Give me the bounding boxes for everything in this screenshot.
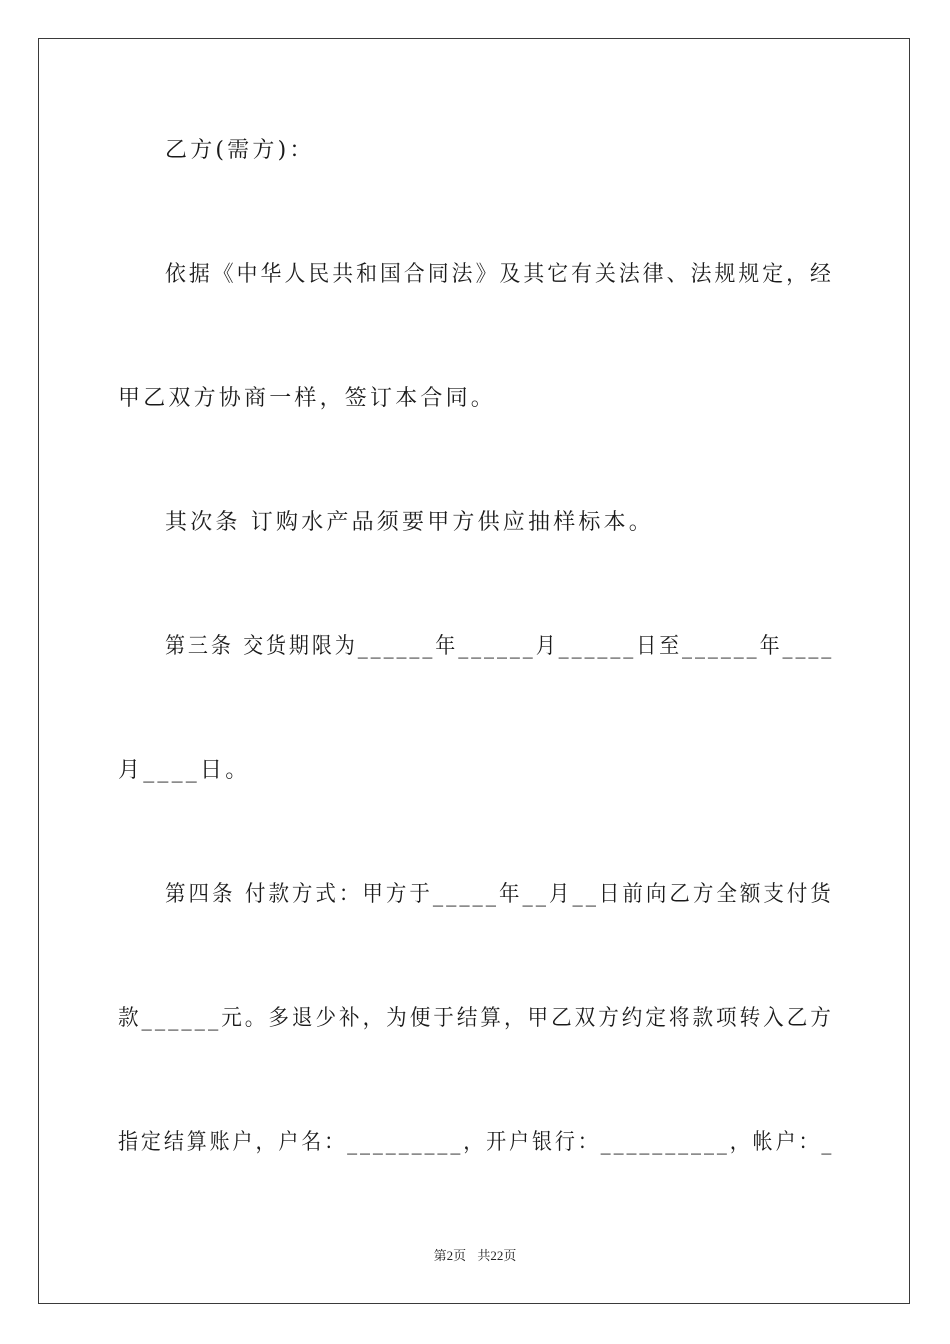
paragraph-basis-line-1: 依据《中华人民共和国合同法》及其它有关法律、法规规定，经	[165, 262, 834, 287]
clause-2-text: 其次条 订购水产品须要甲方供应抽样标本。	[165, 510, 654, 535]
clause-4-line-2: 款______元。多退少补，为便于结算，甲乙双方约定将款项转入乙方	[118, 1006, 834, 1031]
page-border	[38, 38, 910, 1304]
clause-4-line-1: 第四条 付款方式：甲方于_____年__月__日前向乙方全额支付货	[165, 882, 834, 907]
page-number: 第2页	[433, 1248, 467, 1263]
party-b-label: 乙方(需方)：	[165, 138, 315, 163]
page-footer	[0, 1247, 950, 1265]
paragraph-basis-line-2: 甲乙双方协商一样，签订本合同。	[118, 386, 497, 411]
clause-3-line-2: 月____日。	[118, 758, 251, 783]
page-total: 共22页	[477, 1248, 517, 1263]
clause-4-line-3: 指定结算账户，户名：_________，开户银行：__________，帐户：_	[118, 1130, 835, 1155]
clause-3-line-1: 第三条 交货期限为______年______月______日至______年____	[165, 634, 835, 659]
